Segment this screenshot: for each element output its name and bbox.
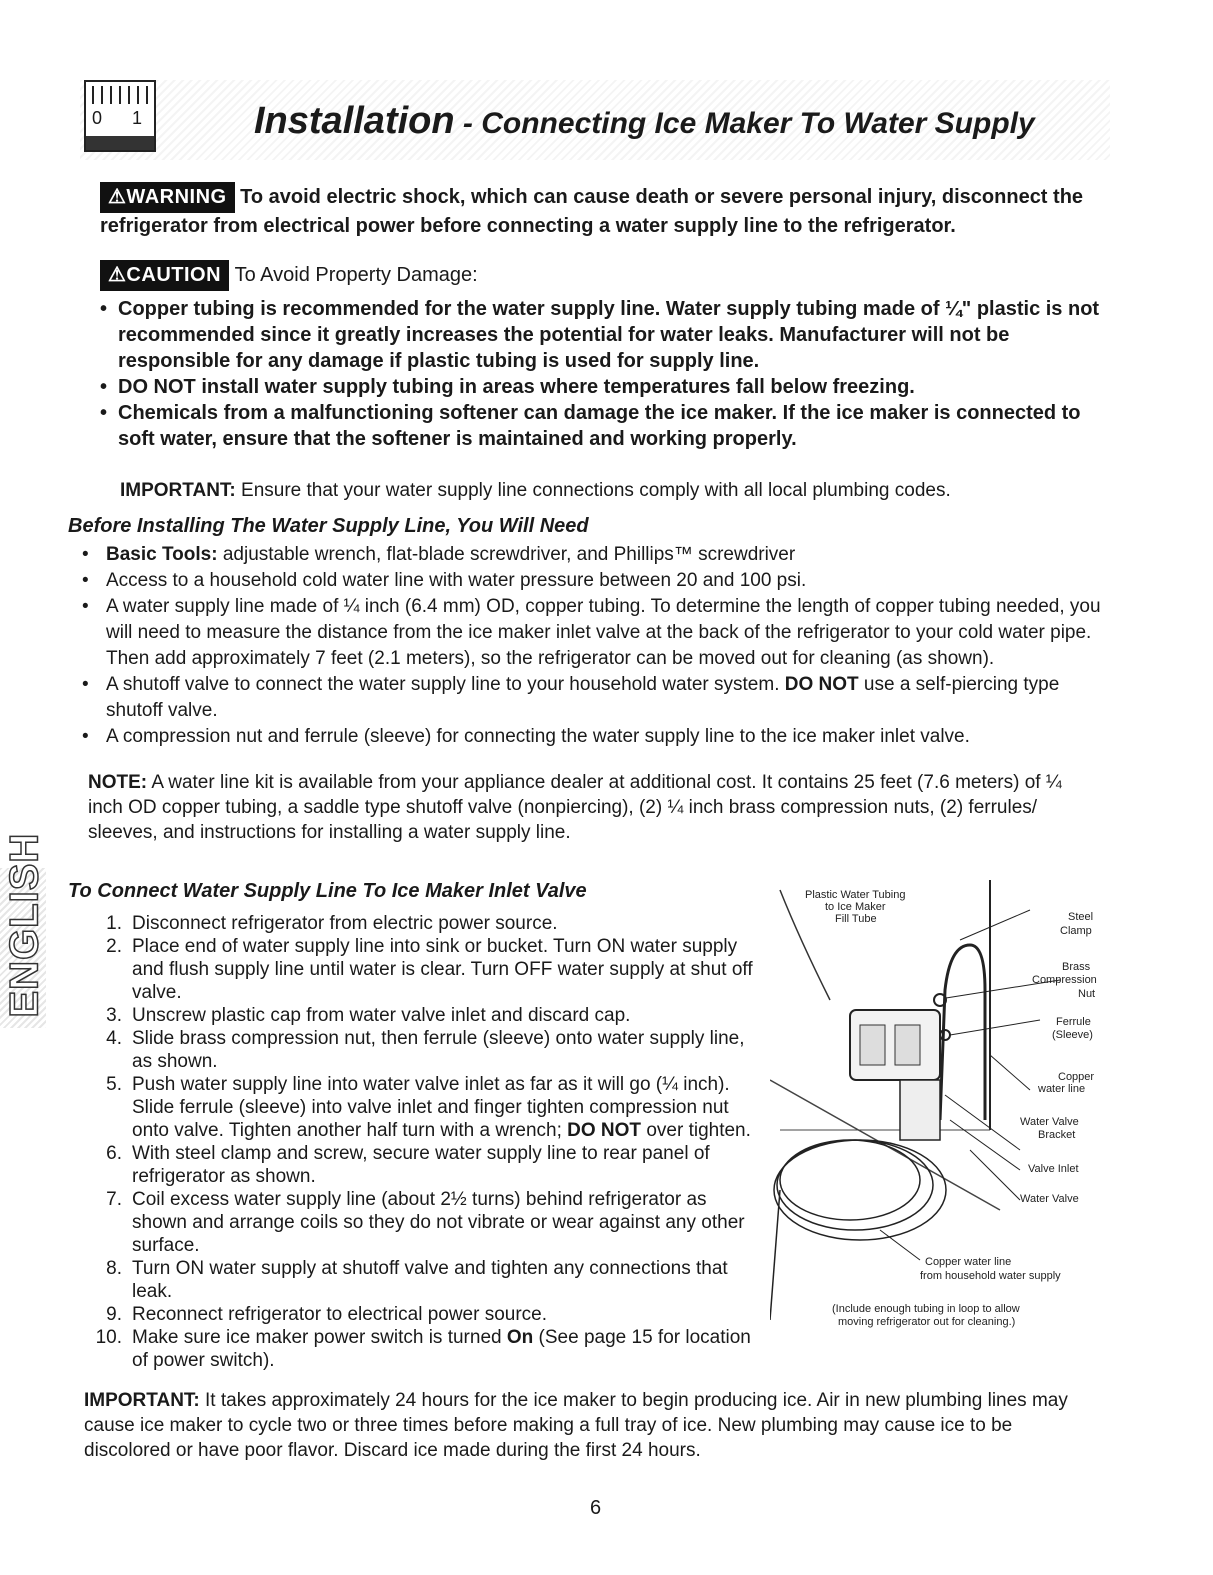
step-number: 2.	[106, 936, 122, 957]
step-item	[96, 1027, 756, 1073]
requirement-text: Access to a household cold water line with water pressure between 20 and 100 psi.	[106, 570, 807, 591]
caution-heading: To Avoid Property Damage:	[234, 264, 478, 286]
label-brass: Brass	[1062, 961, 1091, 973]
caution-item: • Chemicals from a malfunctioning softener can damage the ice maker. If the ice maker is connected to soft water, ensure that the softener is maintained and working properly.	[100, 400, 1110, 452]
warning-block	[100, 182, 1100, 240]
ruler-digit-1: 1	[132, 108, 143, 128]
requirement-text: A shutoff valve to connect the water supply line to your household water system.	[106, 674, 785, 695]
title-main: Installation	[254, 100, 455, 142]
label-water-valve-2: Water Valve	[1020, 1193, 1079, 1205]
important-note-ice	[84, 1388, 1104, 1463]
step-text: With steel clamp and screw, secure water supply line to rear panel of refrigerator as shown.	[132, 1143, 710, 1187]
step-text: Slide brass compression nut, then ferrule (sleeve) onto water supply line, as shown.	[132, 1028, 745, 1072]
step-number: 4.	[106, 1028, 122, 1049]
label-plastic-tubing: Plastic Water Tubing	[805, 889, 906, 901]
important-text: Ensure that your water supply line connections comply with all local plumbing codes.	[235, 480, 951, 501]
label-ferrule: Ferrule	[1056, 1016, 1091, 1028]
step-strong: DO NOT	[567, 1120, 642, 1141]
label-include-tubing: (Include enough tubing in loop to allow	[832, 1303, 1020, 1315]
label-compression: Compression	[1032, 974, 1097, 986]
requirement-item	[80, 542, 1110, 568]
requirements-list	[80, 542, 1110, 750]
requirement-strong: DO NOT	[784, 674, 859, 695]
water-valve-diagram	[770, 880, 1110, 1340]
label-steel: Steel	[1068, 911, 1094, 923]
step-text: Place end of water supply line into sink or bucket. Turn ON water supply and flush supply line until water is clear. Turn OFF water supply at shut off valve.	[132, 936, 753, 1003]
caution-block	[100, 260, 800, 291]
step-number: 7.	[106, 1189, 122, 1210]
step-text: Disconnect refrigerator from electric power source.	[132, 913, 558, 934]
before-installing-heading: Before Installing The Water Supply Line, You Will Need	[68, 515, 589, 537]
caution-list	[100, 296, 1110, 452]
step-number: 3.	[106, 1005, 122, 1026]
ruler-digit-0: 0	[92, 108, 103, 128]
step-item	[96, 1326, 756, 1372]
title-sub: - Connecting Ice Maker To Water Supply	[454, 107, 1035, 140]
caution-item: • Copper tubing is recommended for the water supply line. Water supply tubing made of ¼" plastic is not recommended since it greatly increases the potential for water leaks. Manufacturer will not be responsible for any damage if plastic tubing is used for supply line.	[100, 296, 1110, 374]
warning-text: To avoid electric shock, which can cause death or severe personal injury, disconnect the refrigerator from electrical power before connecting a water supply line to the refrigerator.	[100, 186, 1084, 237]
step-number: 10.	[95, 1327, 122, 1348]
step-text: Make sure ice maker power switch is turned	[132, 1327, 507, 1348]
label-nut: Nut	[1078, 988, 1096, 1000]
step-text: Turn ON water supply at shutoff valve and tighten any connections that leak.	[132, 1258, 728, 1302]
label-bracket: Bracket	[1038, 1129, 1076, 1141]
step-item	[96, 1257, 756, 1303]
step-text: Reconnect refrigerator to electrical power source.	[132, 1304, 548, 1325]
important2-text: It takes approximately 24 hours for the ice maker to begin producing ice. Air in new plumbing lines may cause ice maker to cycle two or three times before making a full tray of ice. New plumbing may cause ice to be discolored or have poor flavor. Discard ice made during the first 24 hours.	[84, 1390, 1068, 1461]
requirement-text: A compression nut and ferrule (sleeve) for connecting the water supply line to the ice maker inlet valve.	[106, 726, 970, 747]
water-line-kit-note	[88, 770, 1098, 845]
label-water-line: water line	[1038, 1083, 1086, 1095]
step-item	[96, 1188, 756, 1257]
label-fill-tube: Fill Tube	[835, 913, 877, 925]
requirement-item	[80, 594, 1110, 672]
label-valve-inlet: Valve Inlet	[1028, 1163, 1079, 1175]
requirement-item	[80, 724, 1110, 750]
step-tail: (See page 15 for location of power switch).	[132, 1327, 751, 1371]
step-item	[96, 1073, 756, 1142]
note-label: NOTE:	[88, 772, 148, 793]
label-copper-household: Copper water line	[925, 1256, 1012, 1268]
step-number: 8.	[106, 1258, 122, 1279]
page-title	[254, 100, 1035, 143]
requirement-item	[80, 568, 1110, 594]
label-copper: Copper	[1058, 1071, 1095, 1083]
warning-badge: ⚠WARNING	[100, 182, 235, 213]
step-tail: over tighten.	[641, 1120, 751, 1141]
caution-item: • DO NOT install water supply tubing in areas where temperatures fall below freezing.	[100, 374, 1110, 400]
label-household-supply: from household water supply	[920, 1270, 1061, 1282]
note-text: A water line kit is available from your appliance dealer at additional cost. It contains 25 feet (7.6 meters) of ¼ inch OD copper tubing, a saddle type shutoff valve (nonpiercing), (2) ¼ inch brass compression nuts, (2) ferrules/ sleeves, and instructions for installing a water supply line.	[88, 772, 1062, 843]
step-item	[96, 1303, 756, 1326]
step-number: 6.	[106, 1143, 122, 1164]
connect-heading: To Connect Water Supply Line To Ice Maker Inlet Valve	[68, 880, 587, 902]
caution-badge: ⚠CAUTION	[100, 260, 229, 291]
label-plastic-tubing-2: to Ice Maker	[825, 901, 886, 913]
step-number: 5.	[106, 1074, 122, 1095]
step-text: Unscrew plastic cap from water valve inlet and discard cap.	[132, 1005, 631, 1026]
ruler-icon	[84, 80, 156, 152]
language-tab-label: ENGLISH	[2, 832, 47, 1018]
step-strong: On	[506, 1327, 534, 1348]
step-item	[96, 935, 756, 1004]
page-number: 6	[590, 1497, 602, 1519]
step-text: Push water supply line into water valve inlet as far as it will go (¼ inch). Slide ferrule (sleeve) into valve inlet and finger tighten compression nut onto valve. Tighten another half turn with a wrench;	[132, 1074, 730, 1141]
label-clamp: Clamp	[1060, 925, 1092, 937]
step-text: Coil excess water supply line (about 2½ turns) behind refrigerator as shown and arrange coils so they do not vibrate or wear against any other surface.	[132, 1189, 745, 1256]
step-item	[96, 1004, 756, 1027]
important-note-plumbing	[120, 480, 951, 502]
important2-label: IMPORTANT:	[84, 1390, 200, 1411]
language-side-tab	[0, 832, 47, 1028]
label-water-valve: Water Valve	[1020, 1116, 1079, 1128]
step-item	[96, 912, 756, 935]
label-sleeve: (Sleeve)	[1052, 1029, 1093, 1041]
step-number: 9.	[106, 1304, 122, 1325]
important-label: IMPORTANT:	[120, 480, 236, 501]
requirement-lead: Basic Tools:	[106, 544, 218, 565]
requirement-text: adjustable wrench, flat-blade screwdriver, and Phillips™ screwdriver	[217, 544, 796, 565]
step-number: 1.	[106, 913, 122, 934]
step-item	[96, 1142, 756, 1188]
steps-list	[96, 912, 756, 1372]
requirement-text: A water supply line made of ¼ inch (6.4 mm) OD, copper tubing. To determine the length of copper tubing needed, you will need to measure the distance from the ice maker inlet valve at the back of the refrigerator to your cold water pipe. Then add approximately 7 feet (2.1 meters), so the refrigerator can be moved out for cleaning (as shown).	[106, 596, 1101, 669]
label-moving-refrigerator: moving refrigerator out for cleaning.)	[838, 1316, 1016, 1328]
requirement-tail: use a self-piercing type shutoff valve.	[106, 674, 1060, 721]
requirement-item	[80, 672, 1110, 724]
